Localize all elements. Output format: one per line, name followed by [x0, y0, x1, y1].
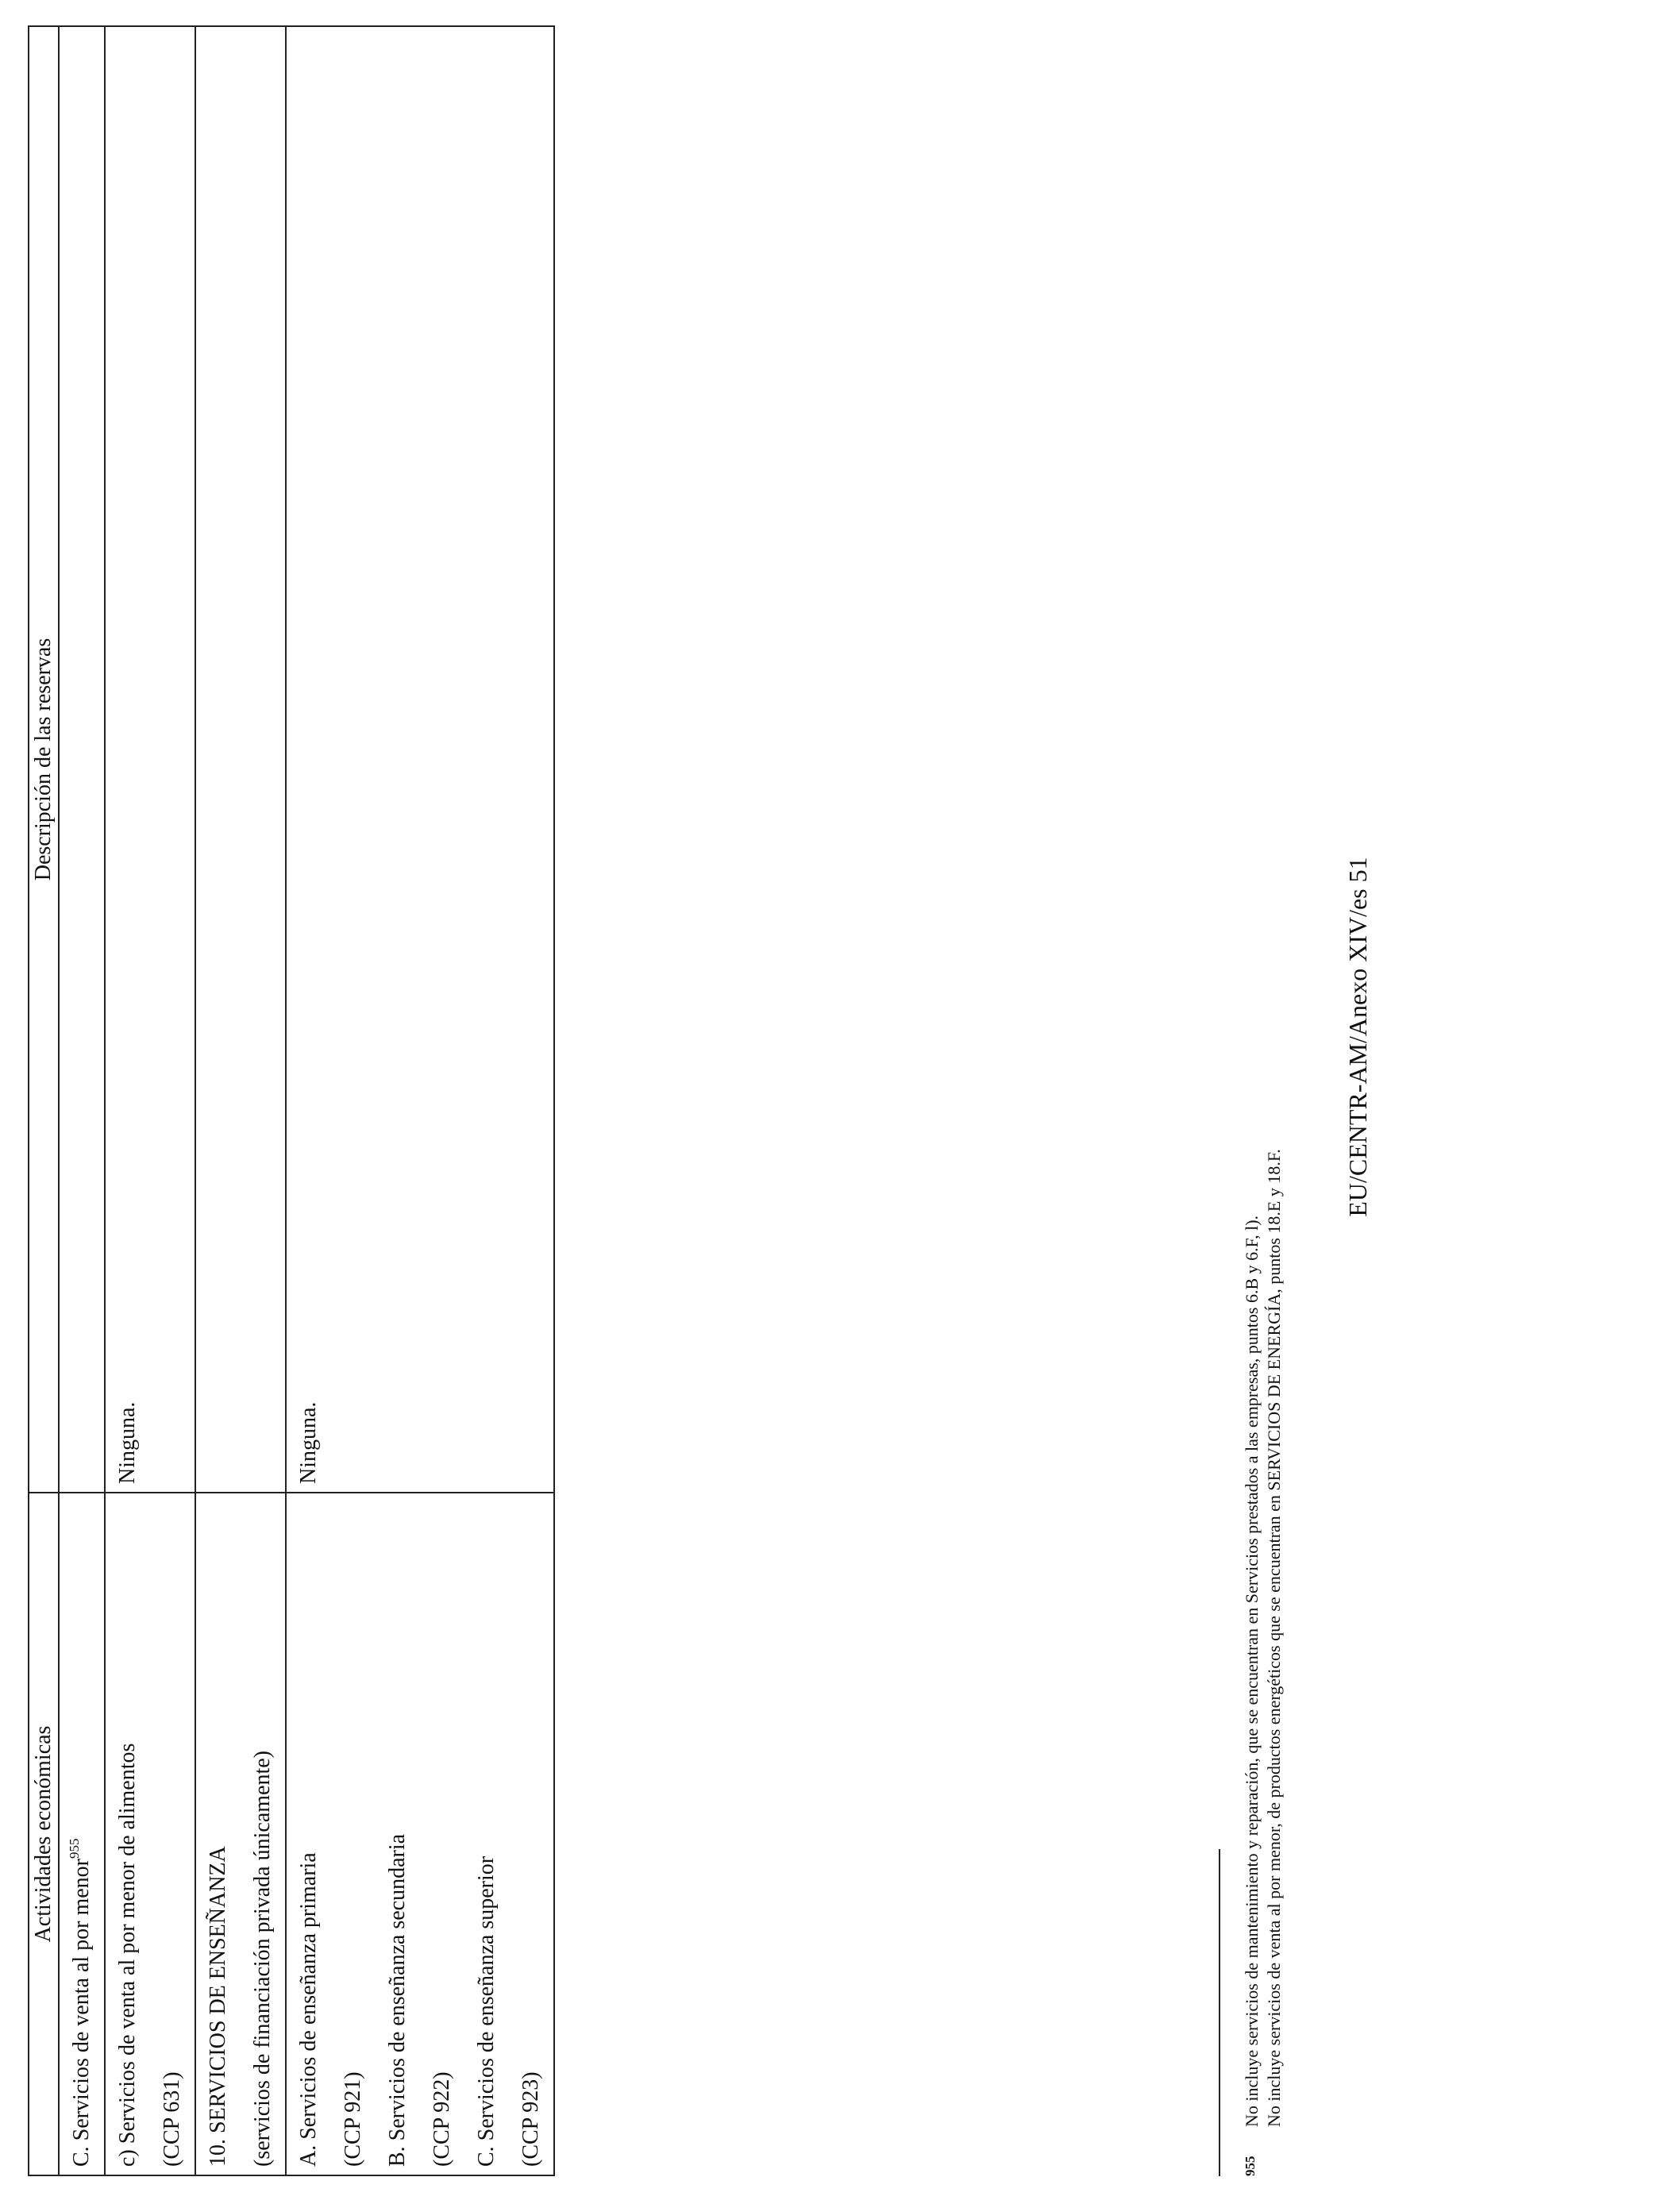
activity-cell	[286, 1493, 554, 2175]
activity-line: B. Servicios de enseñanza secundaria	[385, 1833, 410, 2167]
description-cell: Ninguna.	[105, 26, 195, 1493]
page-identifier: EU/CENTR-AM/Anexo XIV/es 51	[1343, 857, 1372, 1217]
table-header-row	[29, 26, 59, 2175]
activity-line: (CCP 921)	[341, 2071, 365, 2167]
description-cell	[195, 26, 286, 1493]
footnote-line	[1262, 1149, 1286, 2176]
footnote-line	[1239, 1216, 1264, 2176]
activity-line: (servicios de financiación privada únicamente)	[250, 1751, 275, 2167]
activity-cell	[59, 1493, 105, 2175]
table-row	[59, 26, 105, 2175]
footnote-ref: 955	[67, 1838, 82, 1859]
header-activities: Actividades económicas	[29, 1493, 59, 2175]
footnote-rule	[1219, 1849, 1220, 2176]
table-row	[195, 26, 286, 2175]
activity-line: 10. SERVICIOS DE ENSEÑANZA	[206, 1846, 230, 2167]
activity-cell	[105, 1493, 195, 2175]
header-description: Descripción de las reservas	[29, 26, 59, 1493]
footnote-mark: 955	[1243, 2156, 1258, 2176]
activity-line: (CCP 631)	[160, 2071, 184, 2167]
table-row	[105, 26, 195, 2175]
activity-line: (CCP 923)	[518, 2071, 543, 2167]
activity-line: A. Servicios de enseñanza primaria	[296, 1852, 321, 2167]
activity-cell	[195, 1493, 286, 2175]
description-cell	[59, 26, 105, 1493]
footnote-text: No incluye servicios de mantenimiento y reparación, que se encuentran en Servicios prestados a las empresas, puntos 6.B y 6.F, l).	[1242, 1215, 1262, 2127]
reservations-table	[28, 25, 555, 2176]
activity-line: (CCP 922)	[430, 2071, 454, 2167]
description-cell: Ninguna.	[286, 26, 554, 1493]
table-row	[286, 26, 554, 2175]
activity-line: c) Servicios de venta al por menor de alimentos	[115, 1743, 140, 2167]
footnote-text: No incluye servicios de venta al por menor, de productos energéticos que se encuentran en SERVICIOS DE ENERGÍA, puntos 18.E y 18.F.	[1264, 1149, 1284, 2127]
activity-text: C. Servicios de venta al por menor	[69, 1858, 94, 2167]
activity-line: C. Servicios de enseñanza superior	[474, 1855, 499, 2167]
